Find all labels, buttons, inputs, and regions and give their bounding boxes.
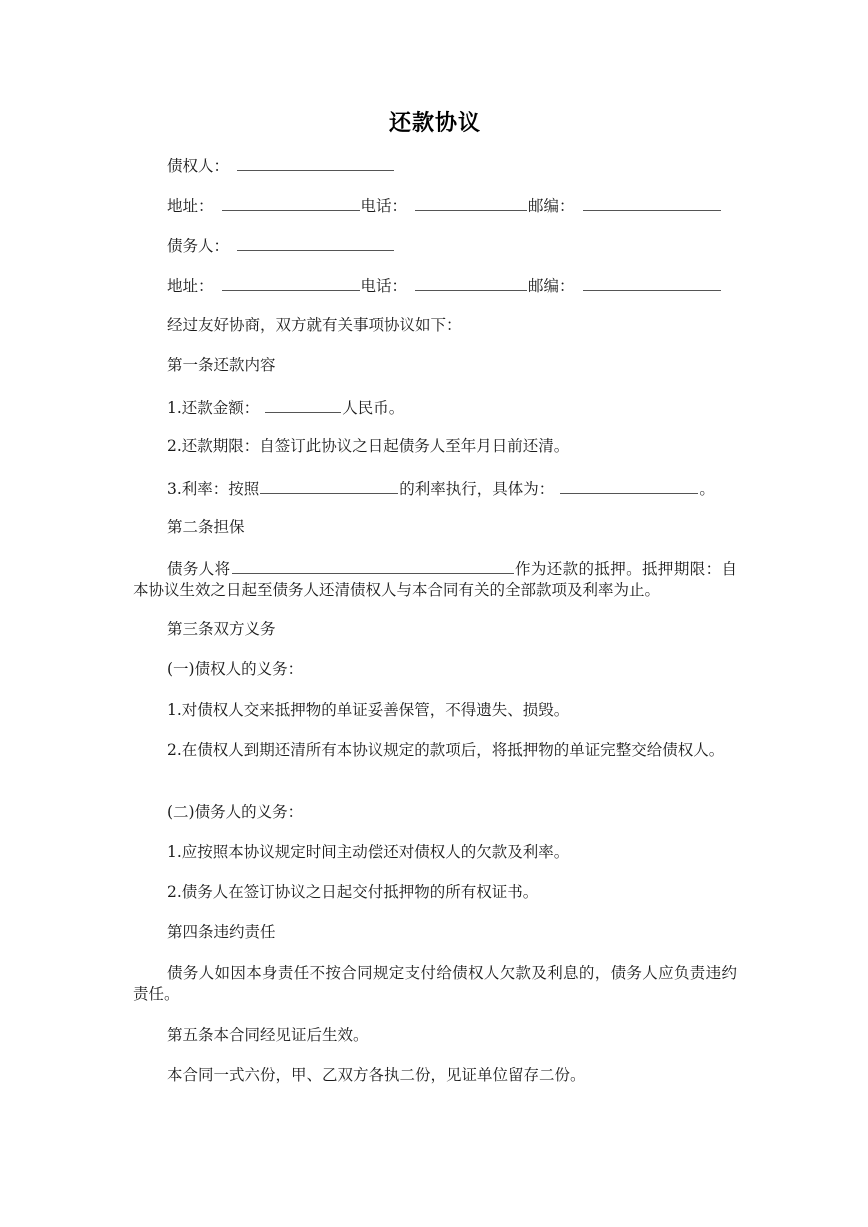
creditor-phone-blank[interactable]: [415, 194, 527, 211]
article2-body: [133, 557, 737, 601]
interest-rate-label: 3.利率：按照: [167, 480, 260, 498]
interest-rate-end: 。: [699, 480, 715, 498]
article3-heading: 第三条双方义务: [167, 620, 276, 638]
repayment-amount-label: 1.还款金额：: [167, 399, 260, 417]
collateral-blank[interactable]: [232, 557, 514, 574]
article1-item3: [133, 477, 737, 500]
debtor-line: [133, 234, 737, 257]
interest-rate-detail-blank[interactable]: [560, 477, 698, 494]
interest-basis-blank[interactable]: [260, 477, 398, 494]
creditor-postcode-label: 邮编：: [528, 197, 575, 215]
creditor-address-blank[interactable]: [222, 194, 360, 211]
creditor-duty-1: 1.对债权人交来抵押物的单证妥善保管，不得遗失、损毁。: [167, 701, 570, 719]
copies-paragraph: 本合同一式六份，甲、乙双方各执二份，见证单位留存二份。: [167, 1066, 586, 1084]
debtor-postcode-label: 邮编：: [528, 277, 575, 295]
creditor-duty-2: 2.在债权人到期还清所有本协议规定的款项后，将抵押物的单证完整交给债权人。: [167, 741, 725, 759]
debtor-phone-label: 电话：: [360, 277, 408, 295]
creditor-name-blank[interactable]: [237, 154, 394, 171]
creditor-duties-heading: (一)债权人的义务：: [167, 660, 304, 678]
debtor-label: 债务人：: [167, 237, 230, 255]
creditor-postcode-blank[interactable]: [583, 194, 721, 211]
debtor-name-blank[interactable]: [237, 234, 394, 251]
creditor-contact-line: [133, 194, 737, 217]
debtor-duties-heading: (二)债务人的义务：: [167, 803, 304, 821]
article2-heading: 第二条担保: [167, 518, 245, 536]
article1-heading: 第一条还款内容: [167, 356, 276, 374]
collateral-suffix: 作为还款的抵押。抵押期限：自本协议生效之日起至债务人还清债权人与本合同有关的全部款项及利率为止。: [133, 560, 737, 599]
intro-paragraph: 经过友好协商，双方就有关事项协议如下：: [167, 316, 462, 334]
repayment-amount-suffix: 人民币。: [342, 399, 405, 417]
interest-rate-middle: 的利率执行，具体为：: [399, 480, 555, 498]
article5-heading: 第五条本合同经见证后生效。: [167, 1026, 369, 1044]
article4-body: 债务人如因本身责任不按合同规定支付给债权人欠款及利息的，债务人应负责违约责任。: [133, 964, 737, 1003]
article1-item1: [133, 396, 737, 419]
article4-heading: 第四条违约责任: [167, 923, 276, 941]
document-title: 还款协议: [388, 110, 481, 136]
debtor-contact-line: [133, 274, 737, 297]
collateral-prefix: 债务人将: [167, 560, 231, 578]
creditor-address-label: 地址：: [167, 197, 214, 215]
debtor-address-label: 地址：: [167, 277, 214, 295]
article1-item2: 2.还款期限：自签订此协议之日起债务人至年月日前还清。: [167, 437, 570, 455]
repayment-amount-blank[interactable]: [265, 396, 341, 413]
creditor-line: [133, 154, 737, 177]
creditor-phone-label: 电话：: [360, 197, 408, 215]
debtor-duty-1: 1.应按照本协议规定时间主动偿还对债权人的欠款及利率。: [167, 843, 570, 861]
debtor-duty-2: 2.债务人在签订协议之日起交付抵押物的所有权证书。: [167, 883, 539, 901]
debtor-postcode-blank[interactable]: [583, 274, 721, 291]
creditor-label: 债权人：: [167, 157, 230, 175]
debtor-phone-blank[interactable]: [415, 274, 527, 291]
debtor-address-blank[interactable]: [222, 274, 360, 291]
